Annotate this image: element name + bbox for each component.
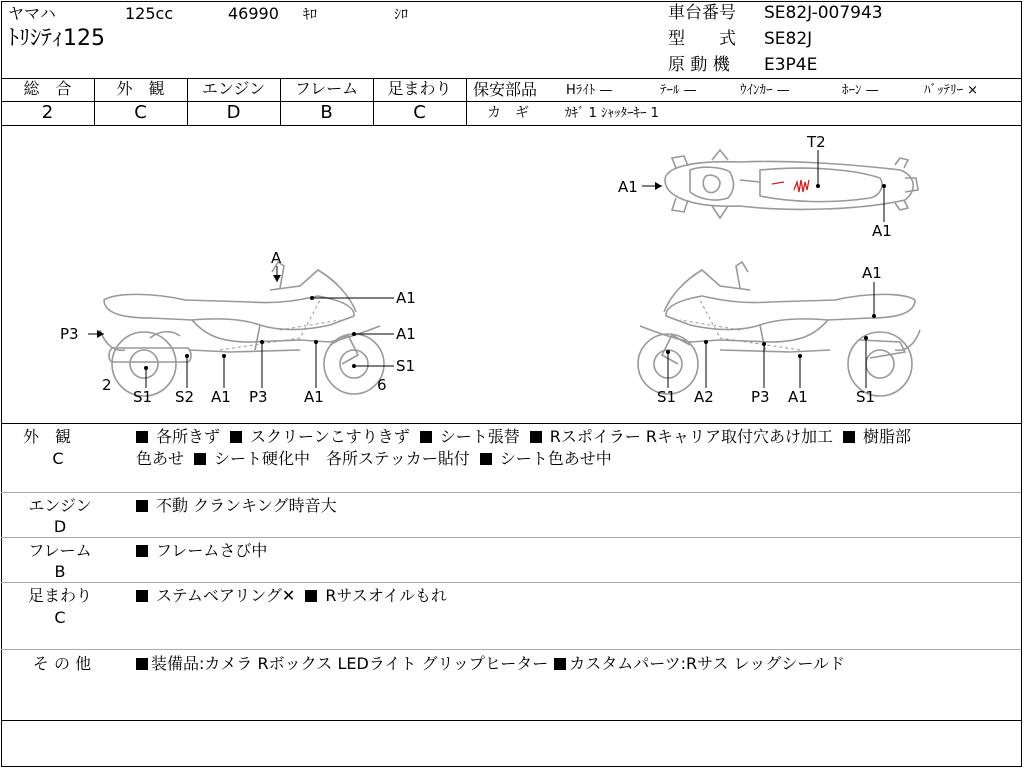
label-left-bottom-a1: A1 — [211, 388, 231, 406]
label-left-s1-wheel: S1 — [396, 357, 416, 375]
label-left-a1-cowl: A1 — [396, 325, 416, 343]
key-value: ｶｷﾞ 1 ｼｬｯﾀｰｷｰ 1 — [565, 106, 659, 121]
bullet-square — [305, 590, 317, 602]
label-left-a-top: A — [271, 249, 282, 267]
key-label: カ ギ — [487, 105, 529, 121]
safety-battery: ﾊﾞｯﾃﾘｰ × — [924, 83, 979, 98]
remark-engine-grade: D — [53, 517, 67, 536]
remark-frame-line: フレームさび中 — [136, 543, 277, 559]
remark-suspension-grade: C — [54, 608, 66, 627]
bullet-square — [554, 658, 566, 670]
label-right-a1-top: A1 — [862, 264, 882, 282]
label-left-num-6: 6 — [377, 376, 387, 394]
grade-frame-label: フレーム — [294, 79, 359, 98]
remark-other-line: 装備品:カメラ Rボックス LEDライト グリップヒーター カスタムパーツ:Rサス レッグシールド — [136, 656, 845, 672]
type-label: 型 式 — [668, 29, 736, 49]
grade-sep-5 — [466, 78, 467, 125]
scooter-right-view — [638, 262, 920, 396]
engine-label: 原 動 機 — [668, 55, 730, 75]
bullet-square — [136, 545, 148, 557]
bullet-square — [530, 431, 542, 443]
remark-exterior-grade: C — [52, 449, 64, 468]
remark-engine-label: エンジン — [28, 496, 92, 515]
remark-frame-label: フレーム — [28, 541, 92, 560]
label-left-bottom-s2: S2 — [175, 388, 195, 406]
scooter-right-dash-lines — [680, 300, 800, 350]
grade-engine-value: D — [226, 102, 241, 123]
bullet-square — [480, 453, 492, 465]
scooter-top-view — [665, 150, 918, 218]
bullet-square — [230, 431, 242, 443]
chassis-value: SE82J-007943 — [764, 3, 883, 23]
label-left-p3-front: P3 — [60, 325, 79, 343]
color: ｼﾛ — [394, 7, 408, 23]
red-damage-mark — [772, 180, 809, 192]
remark-divider-5 — [1, 720, 1021, 721]
grade-suspension-label: 足まわり — [387, 79, 452, 98]
label-top-a1-left: A1 — [618, 178, 638, 196]
label-right-bottom-s1: S1 — [657, 388, 677, 406]
grade-total-value: 2 — [41, 102, 54, 123]
scooter-left-dash-lines — [220, 300, 340, 350]
remark-divider-3 — [1, 582, 1021, 583]
remark-divider-4 — [1, 649, 1021, 650]
remark-exterior-label: 外 観 — [22, 427, 71, 446]
model-name: ﾄﾘｼﾃｨ125 — [8, 26, 105, 51]
bullet-square — [194, 453, 206, 465]
grade-frame-value: B — [320, 102, 333, 123]
label-left-bottom-p3: P3 — [249, 388, 268, 406]
bullet-square — [420, 431, 432, 443]
safety-horn: ﾎｰﾝ — — [842, 83, 879, 98]
remark-frame-grade: B — [54, 562, 66, 581]
maker: ヤマハ — [8, 4, 56, 23]
label-top-t2: T2 — [807, 133, 826, 151]
callout-lines — [88, 150, 884, 388]
grade-exterior-value: C — [134, 102, 147, 123]
label-right-bottom-a2: A2 — [694, 388, 714, 406]
grade-total-label: 総 合 — [23, 79, 72, 98]
remark-other-label: そ の 他 — [32, 654, 92, 673]
remark-exterior-line-2: 色あせ シート硬化中 各所ステッカー貼付 シート色あせ中 — [136, 449, 612, 468]
bullet-square — [136, 590, 148, 602]
remark-engine-line: 不動 クランキング時音大 — [136, 498, 347, 514]
label-left-bottom-s1: S1 — [133, 388, 153, 406]
bullet-square — [136, 658, 148, 670]
mileage: 46990 — [228, 4, 279, 23]
remark-suspension-label: 足まわり — [27, 586, 92, 605]
bullet-square — [136, 431, 148, 443]
label-right-bottom-p3: P3 — [751, 388, 770, 406]
remark-divider-2 — [1, 537, 1021, 538]
label-top-a1-right: A1 — [872, 222, 892, 240]
label-right-bottom-a1: A1 — [788, 388, 808, 406]
label-left-a1-seat: A1 — [396, 289, 416, 307]
label-left-num-2: 2 — [102, 376, 112, 394]
remark-divider-1 — [1, 492, 1021, 493]
mileage-unit: ｷﾛ — [303, 7, 317, 23]
type-value: SE82J — [764, 29, 813, 49]
remark-suspension-line: ステムベアリング✕ Rサスオイルもれ — [136, 588, 457, 604]
safety-taillight: ﾃｰﾙ — — [660, 83, 697, 98]
grade-engine-label: エンジン — [201, 79, 266, 98]
scooter-left-view — [100, 262, 384, 396]
callout-arrowheads — [97, 182, 662, 338]
safety-mid-divider — [467, 101, 1021, 102]
grade-suspension-value: C — [413, 102, 426, 123]
safety-label: 保安部品 — [473, 80, 538, 99]
bullet-square — [843, 431, 855, 443]
safety-winker: ｳｲﾝｶｰ — — [740, 83, 790, 98]
scooter-damage-diagram — [0, 126, 1022, 422]
chassis-label: 車台番号 — [668, 3, 736, 23]
bullet-square — [136, 500, 148, 512]
safety-headlight: Hﾗｲﾄ — — [566, 83, 613, 98]
grade-exterior-label: 外 観 — [116, 79, 165, 98]
diagram-divider — [1, 423, 1021, 424]
remark-exterior-line-1: 各所きず スクリーンこすりきず シート張替 Rスポイラー Rキャリア取付穴あけ加工 樹脂部 — [136, 429, 921, 445]
label-left-bottom-a1-2: A1 — [304, 388, 324, 406]
label-right-bottom-s1-2: S1 — [856, 388, 876, 406]
displacement: 125cc — [125, 4, 174, 23]
engine-value: E3P4E — [764, 55, 818, 75]
